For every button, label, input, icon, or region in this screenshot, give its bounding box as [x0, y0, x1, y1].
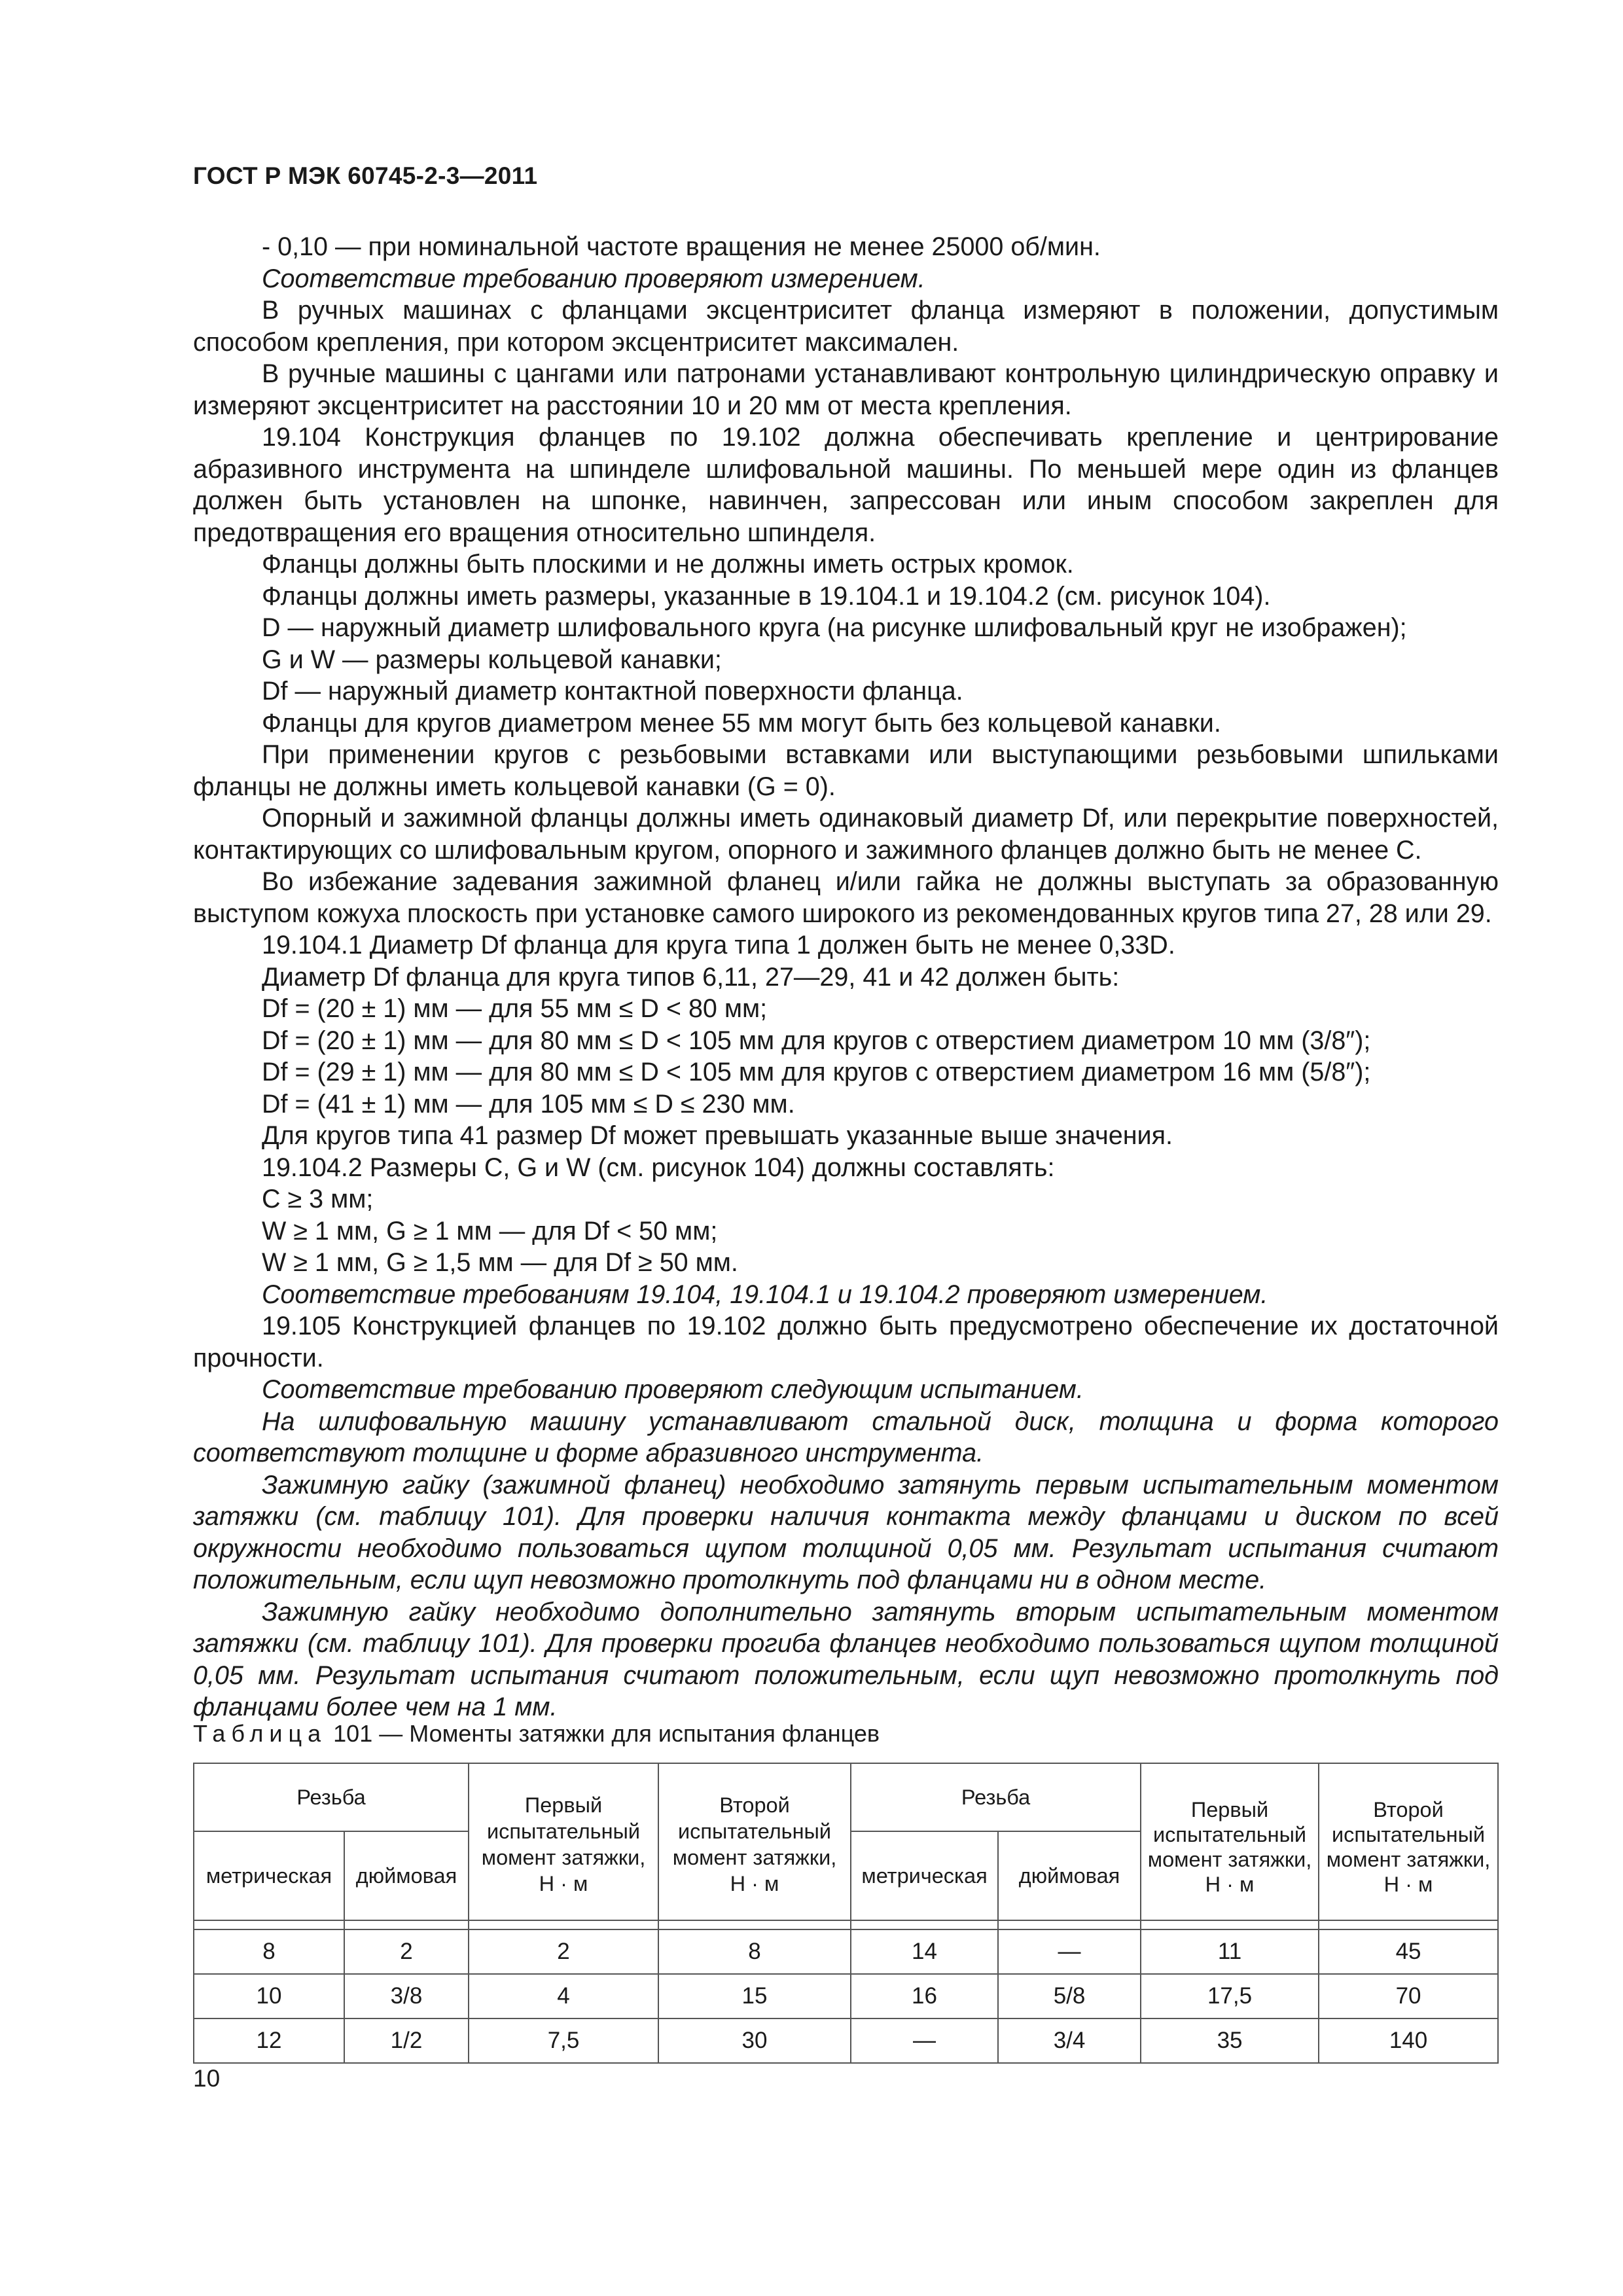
paragraph: Во избежание задевания зажимной фланец и/или гайка не должны выступать за образованную выступом кожуха плоскость при установке самого широкого из рекомендованных кругов типа 27, 28 или 29.: [193, 867, 1499, 928]
paragraph: 19.104 Конструкция фланцев по 19.102 должна обеспечивать крепление и центрирование абразивного инструмента на шпинделе шлифовальной машины. По меньшей мере один из фланцев должен быть установлен на шпонке, навинчен, запрессован или иным способом закреплен для предотвращения его вращения относительно шпинделя.: [193, 423, 1499, 547]
paragraph: Df = (29 ± 1) мм — для 80 мм ≤ D < 105 мм для кругов с отверстием диаметром 16 мм (5/8″);: [262, 1058, 1371, 1086]
header-inch-left: дюймовая: [344, 1831, 469, 1920]
table-caption: [193, 1720, 880, 1748]
table-row: [194, 2018, 1498, 2063]
header-first-torque-left: Первый испытательный момент затяжки, Н · м: [469, 1763, 658, 1920]
header-second-torque-left: Второй испытательный момент затяжки, Н · м: [658, 1763, 851, 1920]
header-spacer: [658, 1920, 851, 1929]
table-caption-word: Таблица: [193, 1720, 327, 1747]
table-cell: 8: [658, 1929, 851, 1974]
table-caption-title: 101 — Моменты затяжки для испытания фланцев: [327, 1720, 880, 1747]
table-cell: 1/2: [344, 2018, 469, 2063]
paragraph: На шлифовальную машину устанавливают стальной диск, толщина и форма которого соответствуют толщине и форме абразивного инструмента.: [193, 1407, 1499, 1467]
header-thread-right: Резьба: [851, 1763, 1141, 1831]
header-spacer: [194, 1920, 344, 1929]
paragraph: C ≥ 3 мм;: [262, 1185, 374, 1213]
table-cell: 3/8: [344, 1974, 469, 2018]
paragraph: В ручные машины с цангами или патронами устанавливают контрольную цилиндрическую оправку и измеряют эксцентриситет на расстоянии 10 и 20 мм от места крепления.: [193, 359, 1499, 420]
table-cell: 2: [469, 1929, 658, 1974]
page-number: 10: [193, 2065, 221, 2092]
header-metric-left: метрическая: [194, 1831, 344, 1920]
header-spacer: [851, 1920, 998, 1929]
table-cell: 10: [194, 1974, 344, 2018]
table-cell: 7,5: [469, 2018, 658, 2063]
header-spacer: [1141, 1920, 1319, 1929]
table-cell: 30: [658, 2018, 851, 2063]
header-spacer: [1319, 1920, 1498, 1929]
paragraph: Df = (20 ± 1) мм — для 55 мм ≤ D < 80 мм;: [262, 994, 768, 1023]
header-metric-right: метрическая: [851, 1831, 998, 1920]
paragraph: 19.104.2 Размеры C, G и W (см. рисунок 104) должны составлять:: [262, 1153, 1055, 1182]
paragraph: Соответствие требованиям 19.104, 19.104.1 и 19.104.2 проверяют измерением.: [262, 1280, 1268, 1309]
paragraph: Df = (41 ± 1) мм — для 105 мм ≤ D ≤ 230 мм.: [262, 1089, 795, 1119]
header-second-torque-right: Второй испытательный момент затяжки, Н · м: [1319, 1763, 1498, 1920]
table-cell: 12: [194, 2018, 344, 2063]
table-cell: 17,5: [1141, 1974, 1319, 2018]
paragraph: Зажимную гайку необходимо дополнительно затянуть вторым испытательным моментом затяжки (см. таблицу 101). Для проверки прогиба фланцев необходимо пользоваться щупом толщиной 0,05 мм. Результат испытания считают положительным, если щуп невозможно протолкнуть под фланцами более чем на 1 мм.: [193, 1597, 1499, 1721]
table-cell: 8: [194, 1929, 344, 1974]
paragraph: D — наружный диаметр шлифовального круга (на рисунке шлифовальный круг не изображен);: [262, 613, 1407, 642]
paragraph: W ≥ 1 мм, G ≥ 1,5 мм — для Df ≥ 50 мм.: [262, 1248, 738, 1277]
paragraph: Фланцы должны иметь размеры, указанные в 19.104.1 и 19.104.2 (см. рисунок 104).: [262, 581, 1271, 611]
table-cell: 11: [1141, 1929, 1319, 1974]
paragraph: При применении кругов с резьбовыми вставками или выступающими резьбовыми шпильками фланцы не должны иметь кольцевой канавки (G = 0).: [193, 740, 1499, 801]
paragraph: - 0,10 — при номинальной частоте вращения не менее 25000 об/мин.: [262, 232, 1101, 261]
header-spacer: [469, 1920, 658, 1929]
paragraph: Df = (20 ± 1) мм — для 80 мм ≤ D < 105 мм для кругов с отверстием диаметром 10 мм (3/8″);: [262, 1026, 1371, 1055]
paragraph: Фланцы должны быть плоскими и не должны иметь острых кромок.: [262, 550, 1074, 579]
table-row: [194, 1974, 1498, 2018]
paragraph: Соответствие требованию проверяют следующим испытанием.: [262, 1375, 1084, 1404]
paragraph: Диаметр Df фланца для круга типов 6,11, 27—29, 41 и 42 должен быть:: [262, 962, 1120, 992]
header-inch-right: дюймовая: [998, 1831, 1141, 1920]
table-cell: 3/4: [998, 2018, 1141, 2063]
torque-table: [193, 1763, 1499, 2064]
paragraph: Соответствие требованию проверяют измерением.: [262, 264, 925, 293]
table-cell: 15: [658, 1974, 851, 2018]
paragraph: G и W — размеры кольцевой канавки;: [262, 645, 722, 674]
table-cell: 140: [1319, 2018, 1498, 2063]
paragraph: Для кругов типа 41 размер Df может превышать указанные выше значения.: [262, 1121, 1173, 1150]
table-cell: 70: [1319, 1974, 1498, 2018]
header-spacer: [344, 1920, 469, 1929]
header-spacer: [998, 1920, 1141, 1929]
paragraph: 19.104.1 Диаметр Df фланца для круга типа 1 должен быть не менее 0,33D.: [262, 931, 1175, 960]
table-cell: 16: [851, 1974, 998, 2018]
paragraph: 19.105 Конструкцией фланцев по 19.102 должно быть предусмотрено обеспечение их достаточной прочности.: [193, 1312, 1499, 1372]
table-row: [194, 1929, 1498, 1974]
paragraph: Зажимную гайку (зажимной фланец) необходимо затянуть первым испытательным моментом затяжки (см. таблицу 101). Для проверки наличия контакта между фланцами и диском по всей окружности необходимо пользоваться щупом толщиной 0,05 мм. Результат испытания считают положительным, если щуп невозможно протолкнуть под фланцами ни в одном месте.: [193, 1470, 1499, 1594]
table-cell: 2: [344, 1929, 469, 1974]
table-cell: 45: [1319, 1929, 1498, 1974]
paragraph: Df — наружный диаметр контактной поверхности фланца.: [262, 677, 963, 706]
table-cell: 5/8: [998, 1974, 1141, 2018]
paragraph: Опорный и зажимной фланцы должны иметь одинаковый диаметр Df, или перекрытие поверхностей, контактирующих со шлифовальным кругом, опорного и зажимного фланцев должно быть не менее C.: [193, 804, 1499, 865]
paragraph: W ≥ 1 мм, G ≥ 1 мм — для Df < 50 мм;: [262, 1216, 718, 1246]
table-cell: —: [998, 1929, 1141, 1974]
table-cell: 14: [851, 1929, 998, 1974]
paragraph: Фланцы для кругов диаметром менее 55 мм могут быть без кольцевой канавки.: [262, 708, 1221, 738]
body-text: [193, 231, 1499, 1723]
table-cell: 4: [469, 1974, 658, 2018]
document-header: ГОСТ Р МЭК 60745-2-3—2011: [193, 162, 538, 189]
table-cell: —: [851, 2018, 998, 2063]
header-first-torque-right: Первый испытательный момент затяжки, Н · м: [1141, 1763, 1319, 1920]
table-cell: 35: [1141, 2018, 1319, 2063]
paragraph: В ручных машинах с фланцами эксцентриситет фланца измеряют в положении, допустимым способом крепления, при котором эксцентриситет максимален.: [193, 296, 1499, 357]
table-body: [194, 1929, 1498, 2063]
header-thread-left: Резьба: [194, 1763, 469, 1831]
